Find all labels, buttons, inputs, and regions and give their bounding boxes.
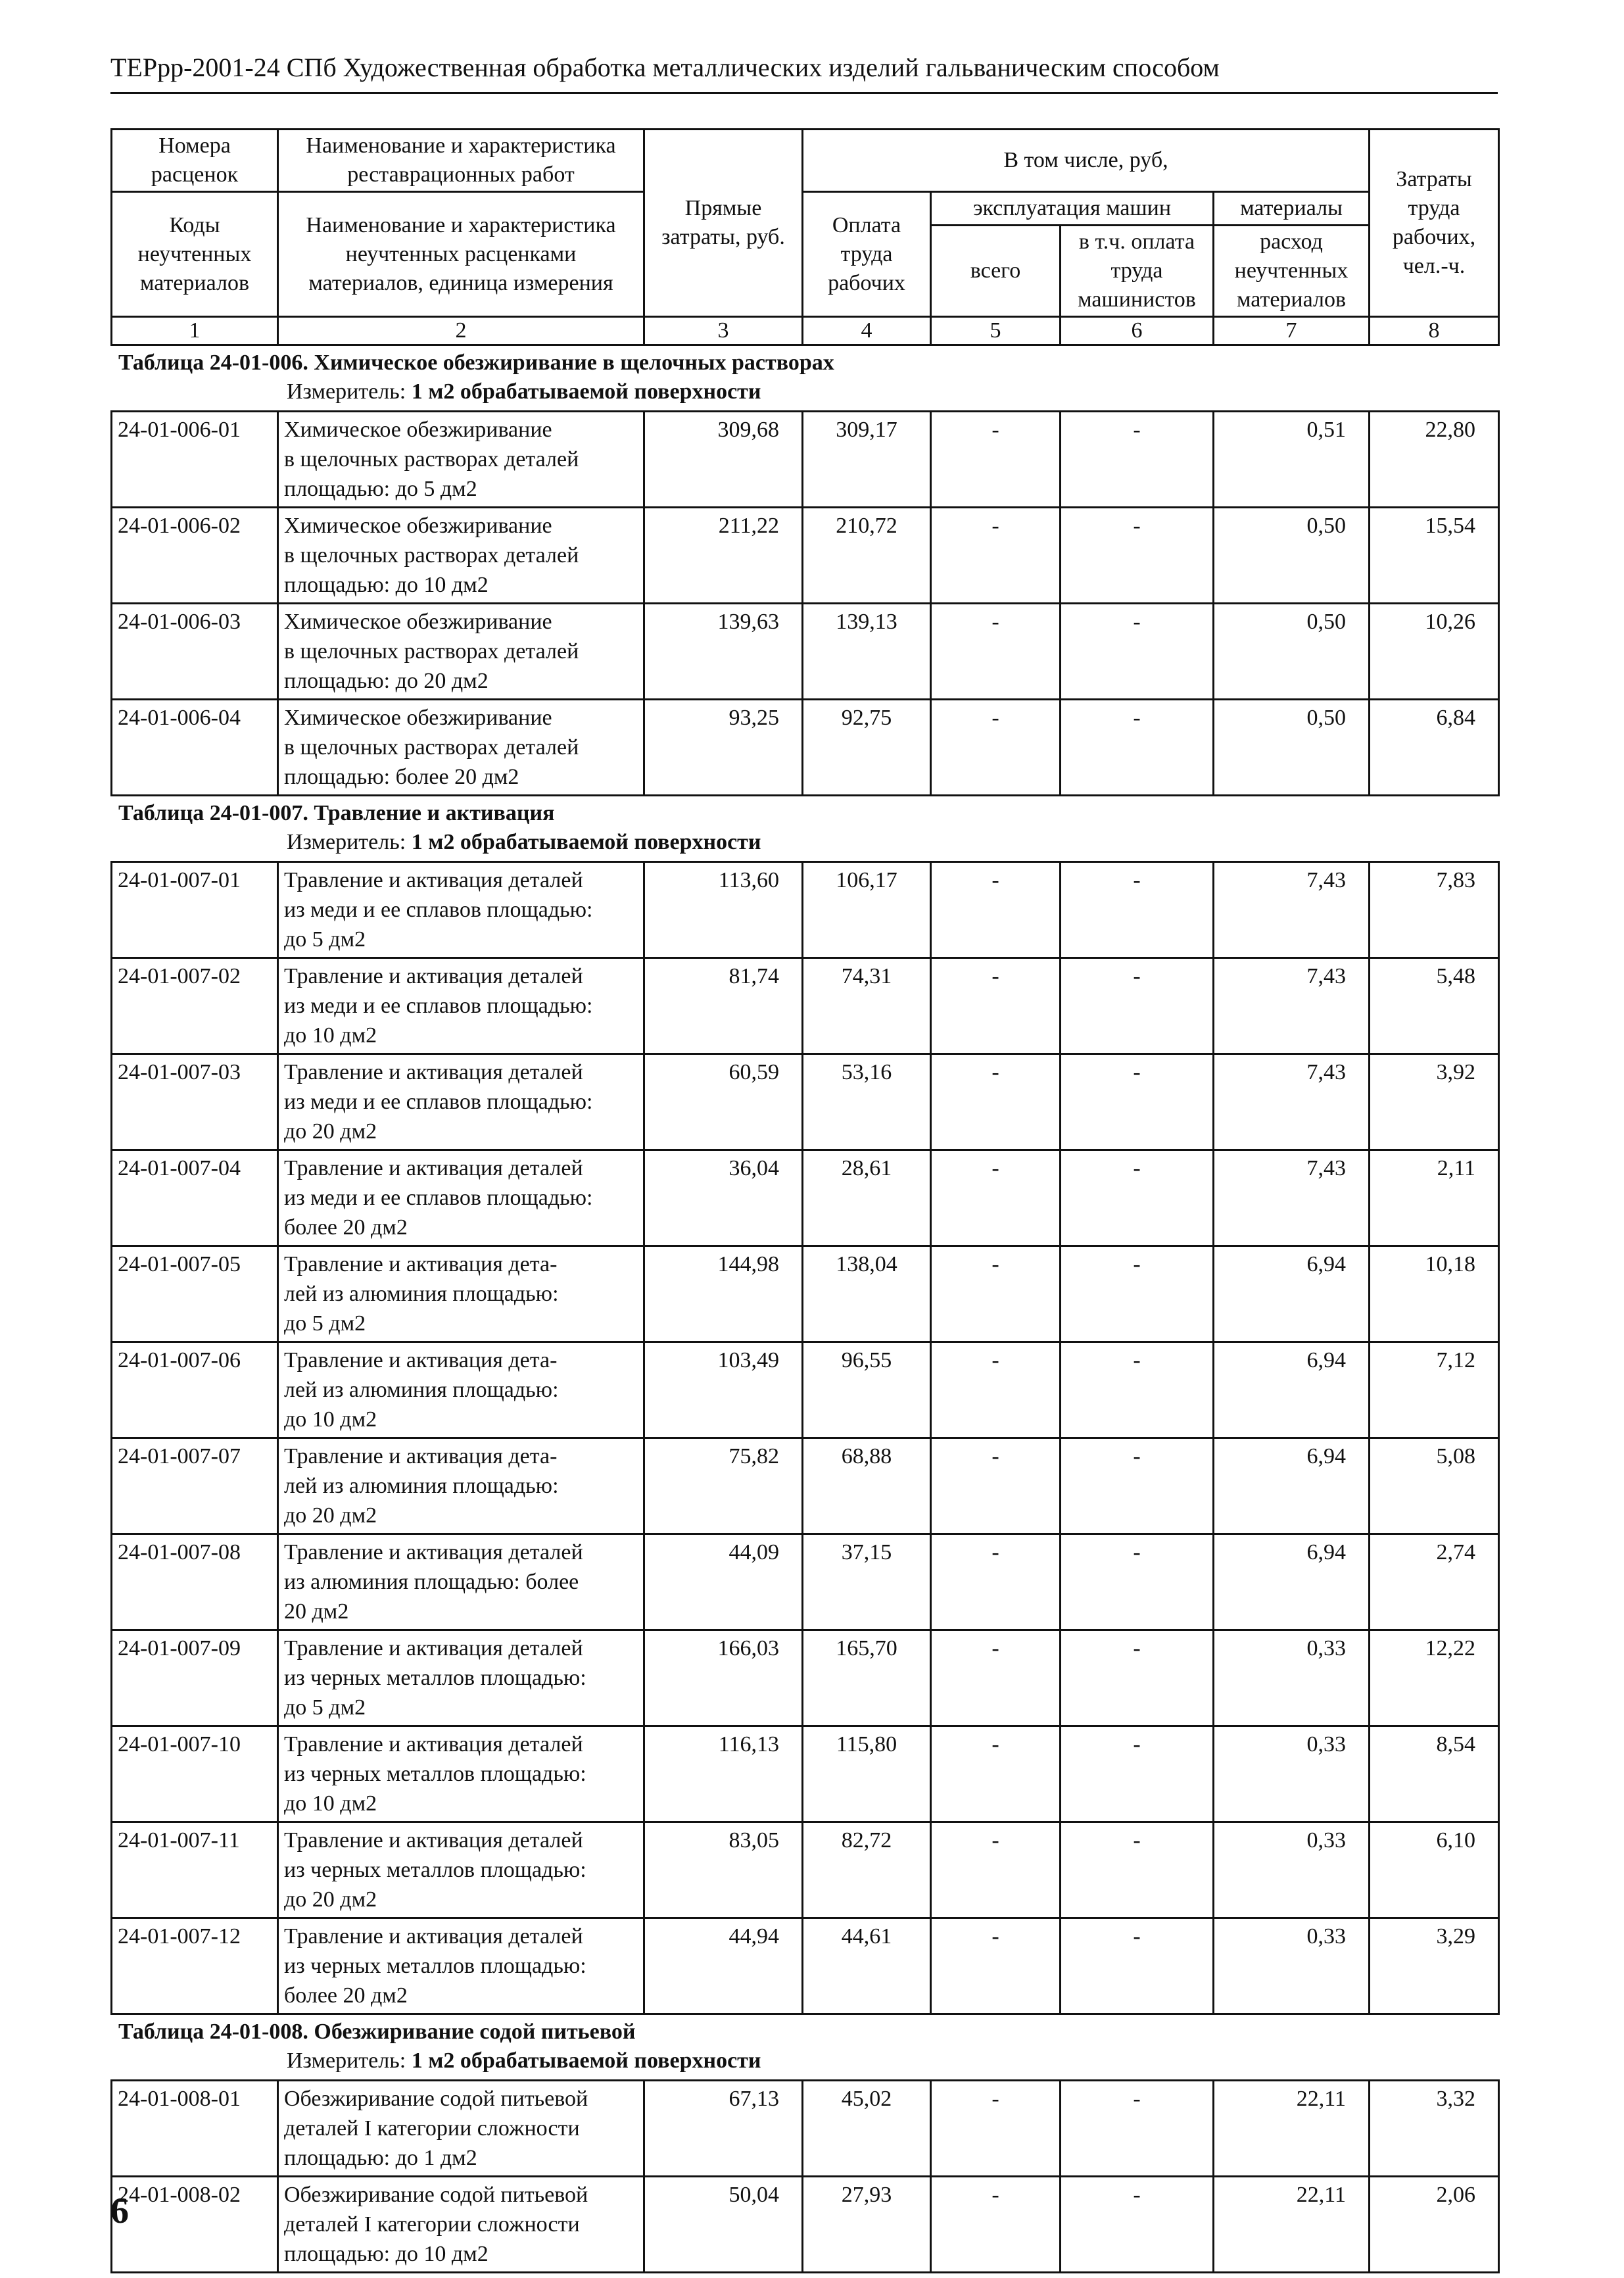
header-direct-costs: Прямые затраты, руб. xyxy=(644,130,803,317)
description-line: площадью: до 10 дм2 xyxy=(284,2242,489,2266)
worker-pay: 53,16 xyxy=(803,1054,931,1150)
rate-description xyxy=(278,1438,644,1534)
rate-description xyxy=(278,1534,644,1630)
table-row xyxy=(112,1246,1499,1342)
rate-description xyxy=(278,604,644,700)
rate-code: 24-01-007-04 xyxy=(112,1150,278,1246)
materials-cost: 0,50 xyxy=(1214,604,1370,700)
rate-code: 24-01-007-09 xyxy=(112,1630,278,1726)
column-number: 2 xyxy=(278,317,644,345)
description-line: более 20 дм2 xyxy=(284,1215,408,1240)
rate-description xyxy=(278,1342,644,1438)
rate-code: 24-01-007-01 xyxy=(112,862,278,958)
machinist-pay: - xyxy=(1061,1150,1214,1246)
description-line: Травление и активация деталей xyxy=(284,1828,583,1853)
description-line: до 20 дм2 xyxy=(284,1503,377,1528)
description-line: в щелочных растворах деталей xyxy=(284,543,579,568)
description-line: 20 дм2 xyxy=(284,1599,349,1624)
rate-code: 24-01-007-10 xyxy=(112,1726,278,1822)
labor-hours: 2,11 xyxy=(1370,1150,1499,1246)
machinist-pay: - xyxy=(1061,700,1214,796)
machinist-pay: - xyxy=(1061,862,1214,958)
labor-hours: 7,12 xyxy=(1370,1342,1499,1438)
machines-total: - xyxy=(931,508,1061,604)
header-rule xyxy=(110,92,1498,94)
rate-description xyxy=(278,1822,644,1918)
worker-pay: 82,72 xyxy=(803,1822,931,1918)
table-row xyxy=(112,604,1499,700)
materials-cost: 7,43 xyxy=(1214,862,1370,958)
direct-costs: 81,74 xyxy=(644,958,803,1054)
machines-total: - xyxy=(931,2177,1061,2273)
description-line: из черных металлов площадью: xyxy=(284,1954,586,1978)
labor-hours: 2,74 xyxy=(1370,1534,1499,1630)
materials-cost: 0,50 xyxy=(1214,700,1370,796)
description-line: до 5 дм2 xyxy=(284,1695,366,1720)
description-line: деталей I категории сложности xyxy=(284,2212,580,2237)
machines-total: - xyxy=(931,1054,1061,1150)
labor-hours: 3,92 xyxy=(1370,1054,1499,1150)
document-body xyxy=(110,128,1498,2273)
table-row xyxy=(112,2177,1499,2273)
description-line: из черных металлов площадью: xyxy=(284,1666,586,1690)
machinist-pay: - xyxy=(1061,1630,1214,1726)
column-number: 5 xyxy=(931,317,1061,345)
labor-hours: 22,80 xyxy=(1370,412,1499,508)
table-row xyxy=(112,508,1499,604)
rate-code: 24-01-007-02 xyxy=(112,958,278,1054)
machines-total: - xyxy=(931,1342,1061,1438)
materials-cost: 0,33 xyxy=(1214,1822,1370,1918)
machinist-pay: - xyxy=(1061,1246,1214,1342)
materials-cost: 6,94 xyxy=(1214,1438,1370,1534)
measurement-unit xyxy=(110,828,1498,857)
materials-cost: 0,33 xyxy=(1214,1918,1370,2014)
labor-hours: 5,48 xyxy=(1370,958,1499,1054)
rate-description xyxy=(278,700,644,796)
machinist-pay: - xyxy=(1061,412,1214,508)
unit-value: 1 м2 обрабатываемой поверхности xyxy=(411,2048,761,2073)
direct-costs: 116,13 xyxy=(644,1726,803,1822)
table-row xyxy=(112,1726,1499,1822)
machines-total: - xyxy=(931,1246,1061,1342)
description-line: площадью: до 20 дм2 xyxy=(284,669,489,693)
rate-code: 24-01-007-07 xyxy=(112,1438,278,1534)
rates-table xyxy=(110,2079,1500,2273)
header-machinist-pay: в т.ч. оплата труда машинистов xyxy=(1061,226,1214,317)
description-line: Травление и активация деталей xyxy=(284,1636,583,1660)
description-line: Травление и активация дета- xyxy=(284,1252,558,1276)
description-line: до 5 дм2 xyxy=(284,1311,366,1336)
description-line: Травление и активация деталей xyxy=(284,868,583,892)
column-number: 8 xyxy=(1370,317,1499,345)
direct-costs: 67,13 xyxy=(644,2081,803,2177)
description-line: площадью: до 1 дм2 xyxy=(284,2146,477,2170)
direct-costs: 166,03 xyxy=(644,1630,803,1726)
machines-total: - xyxy=(931,1726,1061,1822)
worker-pay: 106,17 xyxy=(803,862,931,958)
materials-cost: 22,11 xyxy=(1214,2177,1370,2273)
machines-total: - xyxy=(931,1630,1061,1726)
description-line: до 10 дм2 xyxy=(284,1791,377,1816)
description-line: из меди и ее сплавов площадью: xyxy=(284,898,593,922)
worker-pay: 138,04 xyxy=(803,1246,931,1342)
labor-hours: 5,08 xyxy=(1370,1438,1499,1534)
rate-description xyxy=(278,1150,644,1246)
worker-pay: 309,17 xyxy=(803,412,931,508)
description-line: из черных металлов площадью: xyxy=(284,1762,586,1786)
header-rate-numbers: Номера расценок xyxy=(112,130,278,192)
column-number: 1 xyxy=(112,317,278,345)
machinist-pay: - xyxy=(1061,604,1214,700)
worker-pay: 74,31 xyxy=(803,958,931,1054)
unit-prefix: Измеритель: xyxy=(287,830,412,854)
description-line: Обезжиривание содой питьевой xyxy=(284,2183,588,2207)
machines-total: - xyxy=(931,1534,1061,1630)
table-section-title: Таблица 24-01-008. Обезжиривание содой питьевой xyxy=(118,2020,636,2044)
labor-hours: 3,29 xyxy=(1370,1918,1499,2014)
description-line: до 10 дм2 xyxy=(284,1407,377,1432)
unit-value: 1 м2 обрабатываемой поверхности xyxy=(411,830,761,854)
machinist-pay: - xyxy=(1061,1342,1214,1438)
labor-hours: 15,54 xyxy=(1370,508,1499,604)
table-section-title: Таблица 24-01-006. Химическое обезжиривание в щелочных растворах xyxy=(118,351,834,375)
materials-cost: 6,94 xyxy=(1214,1534,1370,1630)
rates-table xyxy=(110,861,1500,2015)
worker-pay: 115,80 xyxy=(803,1726,931,1822)
table-row xyxy=(112,700,1499,796)
description-line: площадью: более 20 дм2 xyxy=(284,765,519,789)
page-number: 6 xyxy=(110,2191,129,2231)
rate-description xyxy=(278,862,644,958)
description-line: площадью: до 10 дм2 xyxy=(284,573,489,597)
direct-costs: 144,98 xyxy=(644,1246,803,1342)
materials-cost: 6,94 xyxy=(1214,1342,1370,1438)
header-material-name: Наименование и характеристика неучтенных расценками материалов, единица измерения xyxy=(278,192,644,317)
worker-pay: 210,72 xyxy=(803,508,931,604)
column-number: 4 xyxy=(803,317,931,345)
table-row xyxy=(112,1534,1499,1630)
rate-description xyxy=(278,1054,644,1150)
header-unaccounted-materials: расход неучтенных материалов xyxy=(1214,226,1370,317)
description-line: до 20 дм2 xyxy=(284,1119,377,1144)
machinist-pay: - xyxy=(1061,2081,1214,2177)
materials-cost: 7,43 xyxy=(1214,958,1370,1054)
rate-description xyxy=(278,1246,644,1342)
table-row xyxy=(112,1822,1499,1918)
machines-total: - xyxy=(931,700,1061,796)
description-line: из меди и ее сплавов площадью: xyxy=(284,1186,593,1210)
table-section-title: Таблица 24-01-007. Травление и активация xyxy=(118,801,555,825)
description-line: Химическое обезжиривание xyxy=(284,706,552,730)
direct-costs: 36,04 xyxy=(644,1150,803,1246)
table-row xyxy=(112,1342,1499,1438)
description-line: Травление и активация дета- xyxy=(284,1348,558,1372)
labor-hours: 10,18 xyxy=(1370,1246,1499,1342)
direct-costs: 139,63 xyxy=(644,604,803,700)
unit-prefix: Измеритель: xyxy=(287,2048,412,2073)
rate-code: 24-01-007-06 xyxy=(112,1342,278,1438)
description-line: деталей I категории сложности xyxy=(284,2116,580,2141)
worker-pay: 27,93 xyxy=(803,2177,931,2273)
machinist-pay: - xyxy=(1061,1822,1214,1918)
description-line: из черных металлов площадью: xyxy=(284,1858,586,1882)
description-line: Обезжиривание содой питьевой xyxy=(284,2087,588,2111)
materials-cost: 7,43 xyxy=(1214,1054,1370,1150)
description-line: из алюминия площадью: более xyxy=(284,1570,579,1594)
machinist-pay: - xyxy=(1061,1054,1214,1150)
description-line: более 20 дм2 xyxy=(284,1983,408,2008)
table-row xyxy=(112,412,1499,508)
rate-description xyxy=(278,2081,644,2177)
worker-pay: 68,88 xyxy=(803,1438,931,1534)
rate-description xyxy=(278,1918,644,2014)
header-machine-operation: эксплуатация машин xyxy=(931,192,1214,226)
column-number: 7 xyxy=(1214,317,1370,345)
description-line: Химическое обезжиривание xyxy=(284,514,552,538)
direct-costs: 309,68 xyxy=(644,412,803,508)
description-line: в щелочных растворах деталей xyxy=(284,447,579,472)
rate-code: 24-01-008-01 xyxy=(112,2081,278,2177)
machines-total: - xyxy=(931,1150,1061,1246)
description-line: площадью: до 5 дм2 xyxy=(284,477,477,501)
description-line: Травление и активация деталей xyxy=(284,1924,583,1949)
unit-prefix: Измеритель: xyxy=(287,379,412,404)
rate-code: 24-01-007-08 xyxy=(112,1534,278,1630)
description-line: лей из алюминия площадью: xyxy=(284,1474,559,1498)
materials-cost: 7,43 xyxy=(1214,1150,1370,1246)
materials-cost: 0,33 xyxy=(1214,1726,1370,1822)
machinist-pay: - xyxy=(1061,958,1214,1054)
machinist-pay: - xyxy=(1061,1726,1214,1822)
labor-hours: 6,84 xyxy=(1370,700,1499,796)
header-labor-hours: Затраты труда рабочих, чел.-ч. xyxy=(1370,130,1499,317)
header-worker-pay: Оплата труда рабочих xyxy=(803,192,931,317)
table-row xyxy=(112,1150,1499,1246)
description-line: до 10 дм2 xyxy=(284,1023,377,1048)
column-number: 6 xyxy=(1061,317,1214,345)
description-line: в щелочных растворах деталей xyxy=(284,735,579,760)
rate-code: 24-01-006-03 xyxy=(112,604,278,700)
labor-hours: 6,10 xyxy=(1370,1822,1499,1918)
description-line: Травление и активация деталей xyxy=(284,1156,583,1180)
rate-description xyxy=(278,1726,644,1822)
materials-cost: 0,50 xyxy=(1214,508,1370,604)
worker-pay: 44,61 xyxy=(803,1918,931,2014)
rate-description xyxy=(278,508,644,604)
column-number-row xyxy=(112,317,1499,345)
labor-hours: 3,32 xyxy=(1370,2081,1499,2177)
page-header: ТЕРрр-2001-24 СПб Художественная обработка металлических изделий гальваническим способом xyxy=(110,53,1220,82)
machines-total: - xyxy=(931,862,1061,958)
rate-description xyxy=(278,2177,644,2273)
direct-costs: 83,05 xyxy=(644,1822,803,1918)
description-line: до 20 дм2 xyxy=(284,1887,377,1912)
machines-total: - xyxy=(931,604,1061,700)
description-line: Травление и активация дета- xyxy=(284,1444,558,1468)
machines-total: - xyxy=(931,1822,1061,1918)
description-line: Травление и активация деталей xyxy=(284,1540,583,1564)
description-line: из меди и ее сплавов площадью: xyxy=(284,994,593,1018)
table-row xyxy=(112,1438,1499,1534)
rate-description xyxy=(278,1630,644,1726)
table-row xyxy=(112,1630,1499,1726)
description-line: до 5 дм2 xyxy=(284,927,366,952)
direct-costs: 113,60 xyxy=(644,862,803,958)
materials-cost: 0,33 xyxy=(1214,1630,1370,1726)
worker-pay: 92,75 xyxy=(803,700,931,796)
labor-hours: 10,26 xyxy=(1370,604,1499,700)
description-line: лей из алюминия площадью: xyxy=(284,1378,559,1402)
labor-hours: 8,54 xyxy=(1370,1726,1499,1822)
direct-costs: 103,49 xyxy=(644,1342,803,1438)
rate-code: 24-01-008-02 xyxy=(112,2177,278,2273)
worker-pay: 165,70 xyxy=(803,1630,931,1726)
header-material-codes: Коды неучтенных материалов xyxy=(112,192,278,317)
direct-costs: 60,59 xyxy=(644,1054,803,1150)
labor-hours: 7,83 xyxy=(1370,862,1499,958)
rate-code: 24-01-007-03 xyxy=(112,1054,278,1150)
table-row xyxy=(112,2081,1499,2177)
column-header-table xyxy=(110,128,1500,346)
rates-table xyxy=(110,410,1500,796)
table-row xyxy=(112,862,1499,958)
worker-pay: 45,02 xyxy=(803,2081,931,2177)
rate-code: 24-01-006-02 xyxy=(112,508,278,604)
worker-pay: 96,55 xyxy=(803,1342,931,1438)
description-line: Химическое обезжиривание xyxy=(284,610,552,634)
description-line: Травление и активация деталей xyxy=(284,1732,583,1757)
machinist-pay: - xyxy=(1061,2177,1214,2273)
description-line: лей из алюминия площадью: xyxy=(284,1282,559,1306)
direct-costs: 75,82 xyxy=(644,1438,803,1534)
labor-hours: 12,22 xyxy=(1370,1630,1499,1726)
description-line: Химическое обезжиривание xyxy=(284,418,552,442)
direct-costs: 93,25 xyxy=(644,700,803,796)
direct-costs: 211,22 xyxy=(644,508,803,604)
machinist-pay: - xyxy=(1061,508,1214,604)
header-work-name: Наименование и характеристика реставрационных работ xyxy=(278,130,644,192)
description-line: Травление и активация деталей xyxy=(284,964,583,988)
header-materials: материалы xyxy=(1214,192,1370,226)
rate-sections xyxy=(110,349,1498,2273)
machines-total: - xyxy=(931,2081,1061,2177)
worker-pay: 28,61 xyxy=(803,1150,931,1246)
measurement-unit xyxy=(110,2047,1498,2075)
description-line: из меди и ее сплавов площадью: xyxy=(284,1090,593,1114)
measurement-unit xyxy=(110,377,1498,406)
machines-total: - xyxy=(931,958,1061,1054)
description-line: в щелочных растворах деталей xyxy=(284,639,579,664)
table-row xyxy=(112,1918,1499,2014)
direct-costs: 44,94 xyxy=(644,1918,803,2014)
materials-cost: 0,51 xyxy=(1214,412,1370,508)
table-row xyxy=(112,1054,1499,1150)
direct-costs: 50,04 xyxy=(644,2177,803,2273)
description-line: Травление и активация деталей xyxy=(284,1060,583,1084)
machinist-pay: - xyxy=(1061,1918,1214,2014)
rate-code: 24-01-006-01 xyxy=(112,412,278,508)
header-including: В том числе, руб, xyxy=(803,130,1370,192)
labor-hours: 2,06 xyxy=(1370,2177,1499,2273)
header-machines-total: всего xyxy=(931,226,1061,317)
worker-pay: 37,15 xyxy=(803,1534,931,1630)
machinist-pay: - xyxy=(1061,1438,1214,1534)
rate-code: 24-01-007-12 xyxy=(112,1918,278,2014)
rate-description xyxy=(278,958,644,1054)
machines-total: - xyxy=(931,412,1061,508)
direct-costs: 44,09 xyxy=(644,1534,803,1630)
materials-cost: 22,11 xyxy=(1214,2081,1370,2177)
table-row xyxy=(112,958,1499,1054)
machinist-pay: - xyxy=(1061,1534,1214,1630)
machines-total: - xyxy=(931,1918,1061,2014)
machines-total: - xyxy=(931,1438,1061,1534)
materials-cost: 6,94 xyxy=(1214,1246,1370,1342)
column-number: 3 xyxy=(644,317,803,345)
rate-description xyxy=(278,412,644,508)
rate-code: 24-01-007-11 xyxy=(112,1822,278,1918)
rate-code: 24-01-007-05 xyxy=(112,1246,278,1342)
worker-pay: 139,13 xyxy=(803,604,931,700)
unit-value: 1 м2 обрабатываемой поверхности xyxy=(411,379,761,404)
rate-code: 24-01-006-04 xyxy=(112,700,278,796)
